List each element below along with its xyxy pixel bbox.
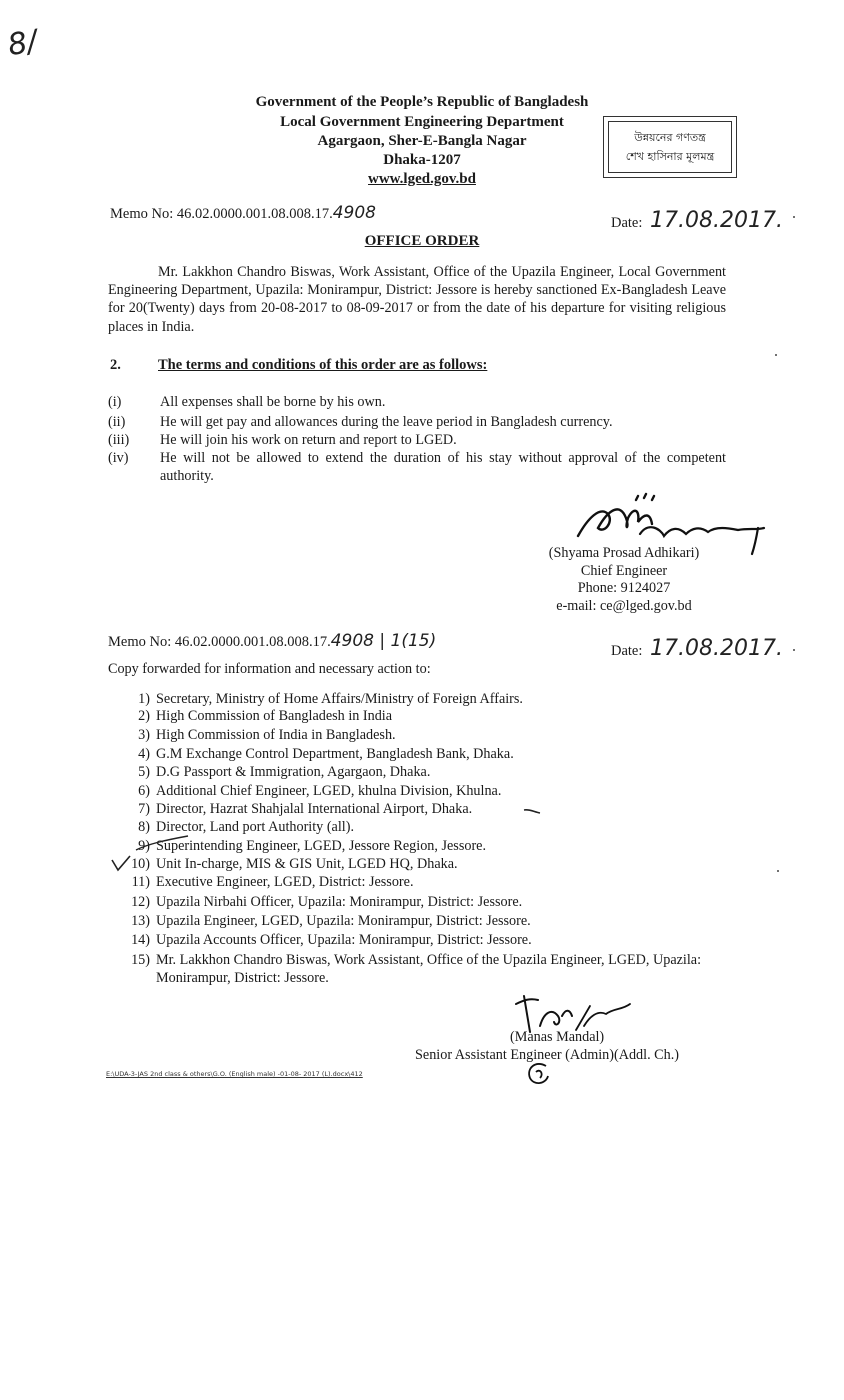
term-number: (i) <box>108 394 122 410</box>
memo-number-handwritten: 4908 <box>332 203 376 223</box>
list-item <box>114 763 734 781</box>
list-item <box>114 912 734 930</box>
scan-speck <box>793 216 795 218</box>
copy-forwarded-intro: Copy forwarded for information and necessary action to: <box>108 661 431 677</box>
list-item <box>114 800 734 818</box>
strike-mark-item-9 <box>132 834 192 854</box>
scan-speck <box>793 649 795 651</box>
list-item <box>114 726 734 744</box>
list-item <box>114 893 734 911</box>
document-file-path: E:\UDA-3-JAS 2nd class & others\G.O. (English male) -01-08- 2017 (L).docx\412 <box>106 1070 363 1078</box>
item-number: 10) <box>131 856 150 872</box>
memo-number-line-2 <box>108 631 436 651</box>
header-department: Local Government Engineering Department <box>280 114 564 130</box>
signatory-email: e-mail: ce@lged.gov.bd <box>556 597 692 614</box>
term-number: (ii) <box>108 414 126 430</box>
motto-inner-frame <box>608 121 732 173</box>
item-text: Mr. Lakkhon Chandro Biswas, Work Assistant, Office of the Upazila Engineer, LGED, Upazila: Monirampur, District: Jessore. <box>156 952 702 986</box>
header-city: Dhaka-1207 <box>383 152 461 168</box>
memo-number-prefix: Memo No: 46.02.0000.001.08.008.17. <box>108 634 331 650</box>
item-text: Upazila Accounts Officer, Upazila: Monirampur, District: Jessore. <box>156 932 532 948</box>
list-item <box>114 837 734 855</box>
term-text: He will not be allowed to extend the duration of his stay without approval of the competent authority. <box>160 450 726 484</box>
website-link[interactable]: www.lged.gov.bd <box>368 171 476 187</box>
item-text: D.G Passport & Immigration, Agargaon, Dhaka. <box>156 764 431 780</box>
list-item <box>114 707 734 725</box>
date-label: Date: <box>611 643 643 659</box>
list-item <box>114 745 734 763</box>
item-number: 2) <box>138 708 150 724</box>
scan-speck <box>775 354 777 356</box>
term-number: (iii) <box>108 432 130 448</box>
item-text: Additional Chief Engineer, LGED, khulna Division, Khulna. <box>156 783 502 799</box>
check-mark-item-10 <box>110 854 134 874</box>
item-number: 11) <box>131 874 150 890</box>
item-number: 8) <box>138 819 150 835</box>
item-number: 1) <box>138 691 150 707</box>
dash-mark-item-7 <box>522 806 542 816</box>
list-item <box>114 931 734 949</box>
office-order-title: OFFICE ORDER <box>364 233 480 249</box>
item-number: 15) <box>131 952 150 968</box>
signatory-name: (Shyama Prosad Adhikari) <box>548 545 700 561</box>
list-item <box>114 690 734 708</box>
list-item <box>114 855 734 873</box>
item-number: 12) <box>131 894 150 910</box>
item-number: 13) <box>131 913 150 929</box>
term-number: (iv) <box>108 450 129 466</box>
date-label: Date: <box>611 215 643 231</box>
memo-number-prefix: Memo No: 46.02.0000.001.08.008.17. <box>110 206 333 222</box>
term-item <box>108 393 726 411</box>
item-number: 7) <box>138 801 150 817</box>
item-number: 14) <box>131 932 150 948</box>
signatory-phone: Phone: 9124027 <box>577 580 671 596</box>
list-item <box>114 818 734 836</box>
item-text: Executive Engineer, LGED, District: Jessore. <box>156 874 414 890</box>
chief-engineer-signature-block <box>514 545 734 615</box>
motto-box <box>603 116 737 178</box>
memo-date <box>611 208 783 233</box>
page-number-mark: 8/ <box>5 23 41 64</box>
list-item <box>114 873 734 891</box>
header-address: Agargaon, Sher-E-Bangla Nagar <box>317 133 527 149</box>
terms-section-number: 2. <box>110 357 121 373</box>
item-number: 3) <box>138 727 150 743</box>
item-number: 4) <box>138 746 150 762</box>
terms-heading: The terms and conditions of this order are as follows: <box>158 357 488 373</box>
term-item <box>108 413 726 431</box>
item-text: High Commission of India in Bangladesh. <box>156 727 396 743</box>
list-item <box>114 951 734 987</box>
term-item <box>108 449 726 485</box>
item-text: G.M Exchange Control Department, Bangladesh Bank, Dhaka. <box>156 746 514 762</box>
item-text: Unit In-charge, MIS & GIS Unit, LGED HQ, Dhaka. <box>156 856 458 872</box>
memo-date-2 <box>611 636 783 661</box>
motto-line-1: উন্নয়নের গণতন্ত্র <box>634 131 706 144</box>
item-number: 5) <box>138 764 150 780</box>
item-number: 6) <box>138 783 150 799</box>
initial-mark <box>522 1058 554 1088</box>
order-body-paragraph: Mr. Lakkhon Chandro Biswas, Work Assistant, Office of the Upazila Engineer, Local Government Engineering Department, Upazila: Monirampur, District: Jessore is hereby sanctioned Ex-Bangladesh Leave for 20(Twenty) days from 20-08-2017 to 08-09-2017 or from the date of his departure for visiting religious places in India. <box>108 264 726 335</box>
item-text: Director, Land port Authority (all). <box>156 819 355 835</box>
date-handwritten: 17.08.2017. <box>650 636 783 661</box>
list-item <box>114 782 734 800</box>
signatory-title: Chief Engineer <box>580 562 668 579</box>
senior-engineer-title: Senior Assistant Engineer (Admin)(Addl. Ch.) <box>415 1047 680 1063</box>
item-text: Upazila Nirbahi Officer, Upazila: Monirampur, District: Jessore. <box>156 894 523 910</box>
term-text: All expenses shall be borne by his own. <box>160 394 386 410</box>
date-handwritten: 17.08.2017. <box>650 208 783 233</box>
item-text: Superintending Engineer, LGED, Jessore Region, Jessore. <box>156 838 487 854</box>
senior-engineer-name: (Manas Mandal) <box>510 1029 605 1045</box>
term-text: He will get pay and allowances during the leave period in Bangladesh currency. <box>160 414 613 430</box>
memo-number-line <box>110 203 376 223</box>
item-number: 9) <box>138 838 150 854</box>
item-text: High Commission of Bangladesh in India <box>156 708 393 724</box>
item-text: Secretary, Ministry of Home Affairs/Ministry of Foreign Affairs. <box>156 691 523 707</box>
term-item <box>108 431 726 449</box>
motto-line-2: শেখ হাসিনার মূলমন্ত্র <box>625 150 715 163</box>
scan-speck <box>777 870 779 872</box>
item-text: Director, Hazrat Shahjalal International Airport, Dhaka. <box>156 801 473 817</box>
item-text: Upazila Engineer, LGED, Upazila: Monirampur, District: Jessore. <box>156 913 531 929</box>
memo-number-handwritten: 4908 | 1(15) <box>330 631 437 651</box>
term-text: He will join his work on return and report to LGED. <box>160 432 457 448</box>
header-government: Government of the People’s Republic of Bangladesh <box>255 94 589 110</box>
